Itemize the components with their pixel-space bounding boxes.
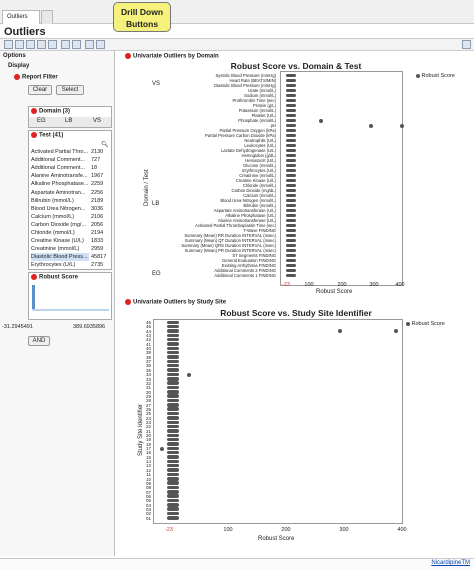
panel1-row-label: Sodium (mmol/L)	[244, 93, 276, 98]
panel2-tick: -23	[165, 527, 173, 533]
panel1-row-label: Activated Partial Thromboplastin Time (sec)	[195, 223, 276, 228]
domain-filter-box	[28, 106, 112, 128]
panel2-point	[167, 425, 179, 429]
panel2-site-label: 38	[145, 354, 151, 360]
panel1-header: Univariate Outliers by Domain	[125, 53, 219, 60]
test-filter-title: Test (41)	[31, 132, 63, 139]
panel1-tick: 400	[395, 282, 405, 288]
panel2-point	[167, 351, 179, 355]
panel1-row-label: Summary (Mean) PR Duration INTERVAL (msec)	[184, 248, 276, 253]
panel2-site-label: 20	[145, 433, 151, 439]
panel2-site-label: 19	[145, 437, 151, 443]
panel1-xlabel: Robust Score	[316, 289, 353, 295]
select-button[interactable]: Select	[56, 85, 84, 95]
panel1-row-label: Additional Comments 2 FINDING	[214, 268, 276, 273]
test-row-count: 727	[91, 157, 101, 164]
drill-icon-2[interactable]	[61, 40, 70, 49]
report-filter-label: Report Filter	[22, 74, 58, 81]
panel2-point	[167, 360, 179, 364]
columns-icon[interactable]	[48, 40, 57, 49]
test-row-name[interactable]: Erythrocytes (U/L)	[31, 262, 76, 269]
panel2-site-label: 46	[145, 320, 151, 325]
panel2-site-label: 12	[145, 467, 151, 473]
panel1-row-label: Partial Pressure Carbon Dioxide (kPa)	[205, 133, 276, 138]
panel2-point	[167, 403, 179, 407]
panel2-site-label: 07	[145, 489, 151, 495]
drill-down-icon[interactable]	[4, 40, 13, 49]
panel2-site-label: 25	[145, 411, 151, 417]
panel2-point	[167, 477, 179, 481]
panel1-row-label: Heart Rate (BEATS/MIN)	[229, 78, 276, 83]
panel1-group-label: LB	[152, 201, 160, 207]
score-min[interactable]: -31.2945491	[2, 324, 33, 330]
panel2-site-label: 06	[145, 493, 151, 499]
panel2-tick: 300	[339, 527, 349, 533]
test-row-count: 45817	[91, 254, 107, 261]
panel1-row-label: Summary (Mean) RR Duration INTERVAL (msec)	[184, 233, 276, 238]
panel1-row-label: Lactate Dehydrogenase (U/L)	[221, 148, 276, 153]
tab-outliers[interactable]	[2, 10, 40, 24]
panel1-row-label: Aspartate Aminotransferase (U/L)	[213, 208, 276, 213]
panel1-row-label: Hemoglobin (g/dL)	[241, 153, 276, 158]
test-row-count: 2735	[91, 262, 104, 269]
red-triangle-icon[interactable]	[14, 74, 20, 80]
test-row-count: 2194	[91, 230, 104, 236]
panel2-point	[167, 481, 179, 485]
display-header[interactable]	[8, 63, 29, 69]
test-row-count: 2189	[91, 197, 104, 204]
test-row-count: 18	[91, 165, 98, 172]
panel2-point	[167, 464, 179, 468]
panel1-row-label: pH	[270, 123, 276, 128]
panel2-xlabel: Robust Score	[258, 536, 295, 542]
panel1-row-label: Phosphate (mmol/L)	[238, 118, 276, 123]
test-row-name[interactable]: Calcium (mmol/L)	[31, 213, 75, 220]
panel2-site-label: 16	[145, 450, 151, 456]
panel1-legend: Robust Score	[416, 73, 455, 79]
panel2-site-label: 43	[145, 333, 151, 339]
panel1-row-label: Urate (mmol/L)	[248, 88, 276, 93]
panel1-chart-title: Robust Score vs. Domain & Test	[230, 61, 362, 71]
panel2-point	[167, 438, 179, 442]
panel2-site-label: 21	[145, 428, 151, 434]
panel2-site-label: 27	[145, 402, 151, 408]
test-row-name[interactable]: Alanine Aminotransfe...	[31, 173, 88, 180]
panel1-ylabel: Domain / Test	[144, 169, 150, 206]
panel2-tick: 100	[223, 527, 233, 533]
panel2-point	[167, 394, 179, 398]
panel1-tick: 200	[337, 282, 347, 288]
robust-score-filter-title: Robust Score	[31, 274, 78, 281]
panel1-tick: 300	[369, 282, 379, 288]
test-row-count: 2106	[91, 213, 104, 220]
panel2-site-label: 05	[145, 498, 151, 504]
test-row-name[interactable]: Chloride (mmol/L)	[31, 230, 75, 236]
panel1-row-label: Protein (g/L)	[252, 103, 276, 108]
test-row-count: 1967	[91, 173, 104, 180]
panel2-site-label: 41	[145, 341, 151, 347]
panel2-point	[167, 386, 179, 390]
panel2-site-label: 37	[145, 359, 151, 365]
panel1-row-label: Additional Comments 1 FINDING	[214, 273, 276, 278]
panel2-site-label: 01	[145, 515, 151, 521]
test-row-name[interactable]: Creatinine (mmol/L)	[31, 246, 80, 253]
panel2-site-label: 03	[145, 506, 151, 512]
panel2-site-label: 30	[145, 389, 151, 395]
drill-down-callout	[113, 2, 171, 32]
panel1-row-label: Potassium (mmol/L)	[238, 108, 276, 113]
panel1-tick: -23	[282, 282, 290, 288]
test-row-name[interactable]: Aspartate Aminotran...	[31, 189, 86, 196]
panel2-point	[167, 494, 179, 498]
panel2-site-label: 45	[145, 324, 151, 330]
red-triangle-icon[interactable]	[31, 132, 37, 138]
panel1-row-label: Bilirubin (mmol/L)	[243, 203, 276, 208]
test-filter-box	[28, 130, 112, 270]
panel2-point	[167, 507, 179, 511]
panel2-point	[167, 321, 179, 325]
tab-bar	[0, 0, 474, 24]
panel1-row-label: Summary (Mean) QRS Duration INTERVAL (msec)	[181, 243, 276, 248]
panel2-point	[167, 503, 179, 507]
panel1-row-label: Prothrombin Time (sec)	[232, 98, 276, 103]
panel1-row-label: ST Segments FINDING	[232, 253, 276, 258]
panel2-outlier	[338, 329, 342, 333]
disabled-icon-2	[96, 40, 105, 49]
panel2-legend: Robust Score	[406, 321, 445, 327]
test-row-name[interactable]: Diastolic Blood Press...	[31, 254, 88, 261]
search-icon[interactable]: 🔍︎	[101, 142, 109, 148]
panel2-site-label: 33	[145, 376, 151, 382]
callout-line1: Drill Down	[120, 7, 164, 17]
panel2-site-label: 17	[145, 446, 151, 452]
panel2-point	[167, 407, 179, 411]
panel2-point	[167, 338, 179, 342]
panel2-site-label: 28	[145, 398, 151, 404]
toolbar	[0, 38, 474, 51]
test-list	[2, 148, 113, 271]
panel2-point	[167, 473, 179, 477]
test-row-name[interactable]: Creatine Kinase (U/L)	[31, 238, 84, 245]
panel2-point	[167, 429, 179, 433]
panel2-site-label: 04	[145, 502, 151, 508]
panel2-point	[167, 434, 179, 438]
test-row-count: 2130	[91, 149, 104, 155]
domain-levels	[29, 117, 111, 127]
and-button[interactable]: AND	[28, 336, 50, 346]
drill-icon-3[interactable]	[72, 40, 81, 49]
panel2-site-label: 23	[145, 420, 151, 425]
panel1-row-label: T-Wave FINDING	[243, 228, 276, 233]
panel2-point	[167, 381, 179, 385]
panel1-row-label: Existing Arrhythmia FINDING	[221, 263, 276, 268]
panel2-tick: 400	[397, 527, 407, 533]
panel1-row-label: Blood Urea Nitrogen (mmol/L)	[220, 198, 276, 203]
score-histogram-bar	[32, 285, 35, 309]
panel1-row-label: Systolic Blood Pressure (mmHg)	[215, 73, 276, 78]
report-filter-header[interactable]	[14, 74, 58, 81]
test-row-count: 1833	[91, 238, 104, 245]
panel2-site-label: 11	[146, 472, 151, 478]
footer-link[interactable]: NicardipineTM	[431, 560, 470, 566]
panel2-point	[167, 490, 179, 494]
panel2-outlier	[160, 447, 164, 451]
panel2-site-label: 13	[145, 463, 151, 469]
panel1-row-label: Chloride (mmol/L)	[242, 183, 276, 188]
test-row-name[interactable]: Additional Comment...	[31, 165, 86, 172]
panel2-site-label: 32	[145, 380, 151, 386]
panel1-tick: 100	[304, 282, 314, 288]
domain-filter-title: Domain (3)	[31, 108, 70, 115]
panel2-point	[167, 468, 179, 472]
panel1-row-label: Platelet (U/L)	[251, 113, 276, 118]
panel2-outlier	[187, 373, 191, 377]
tab-chart-icon[interactable]	[41, 10, 53, 24]
panel1-row-label: Creatinine (mmol/L)	[239, 173, 276, 178]
panel2-site-label: 18	[145, 441, 151, 447]
panel2-point	[167, 342, 179, 346]
panel2-point	[167, 447, 179, 451]
panel2-point	[167, 455, 179, 459]
panel2-point	[167, 421, 179, 425]
panel2-point	[167, 442, 179, 446]
panel2-site-label: 15	[145, 454, 151, 460]
panel2-header: Univariate Outliers by Study Site	[125, 299, 226, 306]
panel1-row-label: Neutrophils (U/L)	[244, 138, 276, 143]
test-row-count: 2256	[91, 189, 104, 196]
panel2-point	[167, 325, 179, 329]
panel1-row-label: Alanine Aminotransferase (U/L)	[217, 218, 276, 223]
test-row-count: 3036	[91, 205, 104, 212]
display-label: Display	[8, 63, 30, 69]
panel2-ylabel: Study Site Identifier	[138, 403, 144, 456]
panel1-row-label: Alkaline Phosphatase (U/L)	[225, 213, 276, 218]
clear-button[interactable]: Clear	[28, 85, 52, 95]
panel2-site-label: 08	[145, 485, 151, 491]
panel1-row-label: Carbon Dioxide (mg/dL)	[231, 188, 276, 193]
panel2-point	[167, 368, 179, 372]
test-row-name[interactable]: Blood Urea Nitrogen...	[31, 205, 86, 212]
panel2-site-label: 14	[145, 459, 151, 465]
panel2-site-label: 34	[145, 372, 151, 378]
panel1-group-label: EG	[152, 271, 161, 277]
options-pane	[0, 51, 115, 556]
panel2-point	[167, 412, 179, 416]
panel1-group-label: VS	[152, 81, 161, 87]
panel2-site-label: 40	[145, 346, 151, 352]
panel2-point	[167, 499, 179, 503]
panel2-site-label: 02	[145, 511, 151, 517]
score-slider[interactable]	[32, 309, 109, 311]
panel1-row-label: Summary (Mean) QT Duration INTERVAL (msec)	[184, 238, 276, 243]
test-row-count: 2959	[91, 246, 104, 253]
legend-marker-icon	[406, 322, 410, 326]
options-label: Options	[3, 53, 26, 59]
domain-level-vs[interactable]: VS	[93, 118, 102, 124]
panel2-point	[167, 399, 179, 403]
test-row-count: 2259	[91, 181, 104, 188]
panel2-point	[167, 416, 179, 420]
robust-score-filter-box	[28, 272, 112, 320]
domain-level-lb[interactable]: LB	[65, 118, 73, 124]
disabled-icon-1	[85, 40, 94, 49]
panel1-row-label: Diastolic Blood Pressure (mmHg)	[214, 83, 276, 88]
panel2-site-label: 35	[145, 367, 151, 373]
report-pane	[116, 51, 474, 556]
panel2-outlier	[394, 329, 398, 333]
panel2-site-label: 09	[145, 480, 151, 486]
panel1-row-label: Partial Pressure Oxygen (kPa)	[219, 128, 276, 133]
panel1-row-label: Calcium (mmol/L)	[243, 193, 276, 198]
panel2-site-label: 31	[145, 385, 151, 391]
panel2-content	[116, 51, 474, 551]
window-title: Outliers	[4, 26, 46, 38]
test-row-name[interactable]: Carbon Dioxide (mg/...	[31, 221, 87, 228]
panel2-site-label: 36	[145, 363, 151, 369]
test-row-name[interactable]: Bilirubin (mmol/L)	[31, 197, 74, 204]
panel2-site-label: 29	[145, 393, 151, 399]
panel2-point	[167, 364, 179, 368]
panel2-point	[167, 486, 179, 490]
panel2-site-label: 26	[145, 406, 151, 412]
panel2-point	[167, 373, 179, 377]
panel2-point	[167, 334, 179, 338]
panel1-row-label: Leukocytes (U/L)	[244, 143, 276, 148]
panel1-row-label: Erythrocytes (U/L)	[242, 168, 276, 173]
panel2-point	[167, 512, 179, 516]
footer	[0, 558, 474, 569]
options-header[interactable]	[3, 53, 26, 59]
subset-icon[interactable]	[26, 40, 35, 49]
panel2-point	[167, 390, 179, 394]
help-icon[interactable]	[462, 40, 471, 49]
panel2-point	[167, 377, 179, 381]
panel1-row-label: Creatine Kinase (U/L)	[235, 178, 276, 183]
panel2-site-label: 22	[145, 424, 151, 430]
panel2-point	[167, 329, 179, 333]
panel2-chart-title: Robust Score vs. Study Site Identifier	[220, 308, 372, 318]
test-row-name[interactable]: Activated Partial Thro...	[31, 149, 89, 155]
red-triangle-icon[interactable]	[31, 274, 37, 280]
tab-outliers-label: Outliers	[7, 14, 28, 20]
test-row-name[interactable]: Alkaline Phosphatase...	[31, 181, 89, 188]
table-icon[interactable]	[15, 40, 24, 49]
panel2-site-label: 44	[145, 328, 151, 334]
panel1-row-label: Glucose (mmol/L)	[242, 163, 276, 168]
rows-icon[interactable]	[37, 40, 46, 49]
callout-line2: Buttons	[125, 19, 159, 29]
panel2-tick: 200	[281, 527, 291, 533]
panel2-point	[167, 347, 179, 351]
panel1-row-label: General Evaluation FINDING	[222, 258, 276, 263]
panel2-point	[167, 355, 179, 359]
panel2-site-label: 39	[145, 350, 151, 356]
panel2-point	[167, 451, 179, 455]
panel2-point	[167, 460, 179, 464]
panel2-point	[167, 516, 179, 520]
panel1-row-label: Hematocrit (U/L)	[245, 158, 276, 163]
red-triangle-icon[interactable]	[31, 108, 37, 114]
domain-level-eg[interactable]: EG	[37, 118, 46, 124]
test-row-count: 2056	[91, 221, 104, 228]
panel2-site-label: 42	[145, 337, 151, 343]
score-max[interactable]: 389.6935896	[73, 324, 106, 330]
panel2-site-label: 24	[145, 415, 151, 421]
panel2-site-label: 10	[145, 476, 151, 482]
test-row-name[interactable]: Additional Comment...	[31, 157, 86, 164]
